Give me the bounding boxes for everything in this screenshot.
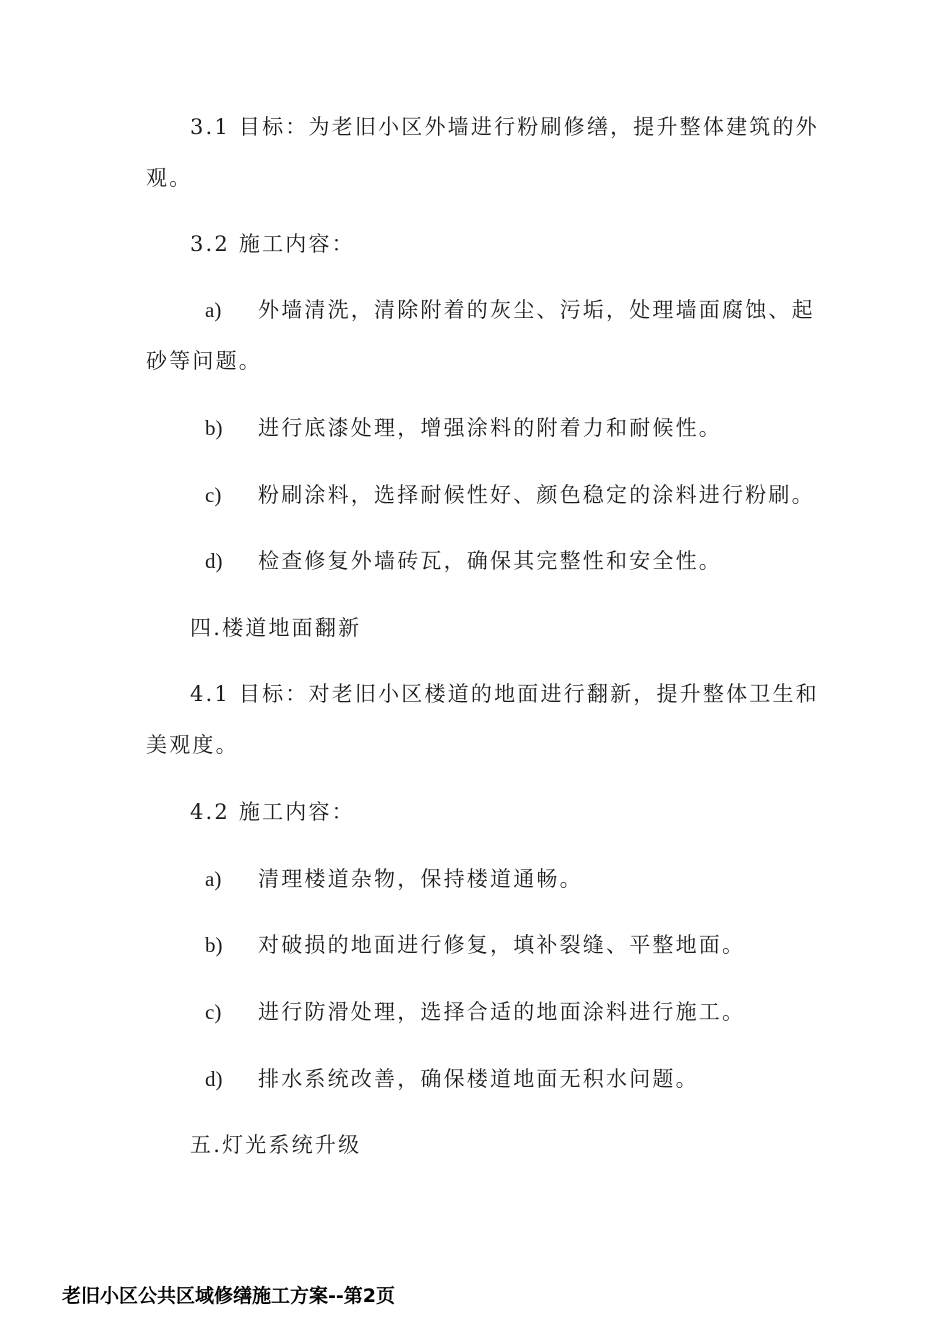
section3-goal-line2: 观。 <box>146 166 193 190</box>
list-item-marker: d) <box>205 1067 223 1091</box>
list-item-text: 进行防滑处理，选择合适的地面涂料进行施工。 <box>258 1000 746 1024</box>
list-item-text-continuation: 砂等问题。 <box>146 349 262 373</box>
list-item-marker: c) <box>205 483 222 507</box>
list-item-marker: a) <box>205 298 222 322</box>
list-item-text: 排水系统改善，确保楼道地面无积水问题。 <box>258 1067 699 1091</box>
list-item-marker: d) <box>205 549 223 573</box>
list-item-text: 粉刷涂料，选择耐候性好、颜色稳定的涂料进行粉刷。 <box>258 483 815 507</box>
list-item-text: 检查修复外墙砖瓦，确保其完整性和安全性。 <box>258 549 722 573</box>
section3-content-heading: 3.2 施工内容： <box>190 232 355 256</box>
list-item-marker: c) <box>205 1000 222 1024</box>
list-item-marker: a) <box>205 867 222 891</box>
list-item-marker: b) <box>205 416 223 440</box>
section4-goal-line1: 4.1 目标：对老旧小区楼道的地面进行翻新，提升整体卫生和 <box>190 682 819 706</box>
list-item-marker: b) <box>205 933 223 957</box>
section4-heading: 四.楼道地面翻新 <box>190 616 362 640</box>
list-item-text: 清理楼道杂物，保持楼道通畅。 <box>258 867 583 891</box>
section4-goal-line2: 美观度。 <box>146 733 239 757</box>
list-item-text: 进行底漆处理，增强涂料的附着力和耐候性。 <box>258 416 722 440</box>
section5-heading: 五.灯光系统升级 <box>190 1133 362 1157</box>
page-footer: 老旧小区公共区域修缮施工方案--第2页 <box>62 1285 395 1307</box>
section3-goal-line1: 3.1 目标：为老旧小区外墙进行粉刷修缮，提升整体建筑的外 <box>190 115 819 139</box>
list-item-text: 外墙清洗，清除附着的灰尘、污垢，处理墙面腐蚀、起 <box>258 298 815 322</box>
list-item-text: 对破损的地面进行修复，填补裂缝、平整地面。 <box>258 933 746 957</box>
section4-content-heading: 4.2 施工内容： <box>190 800 355 824</box>
